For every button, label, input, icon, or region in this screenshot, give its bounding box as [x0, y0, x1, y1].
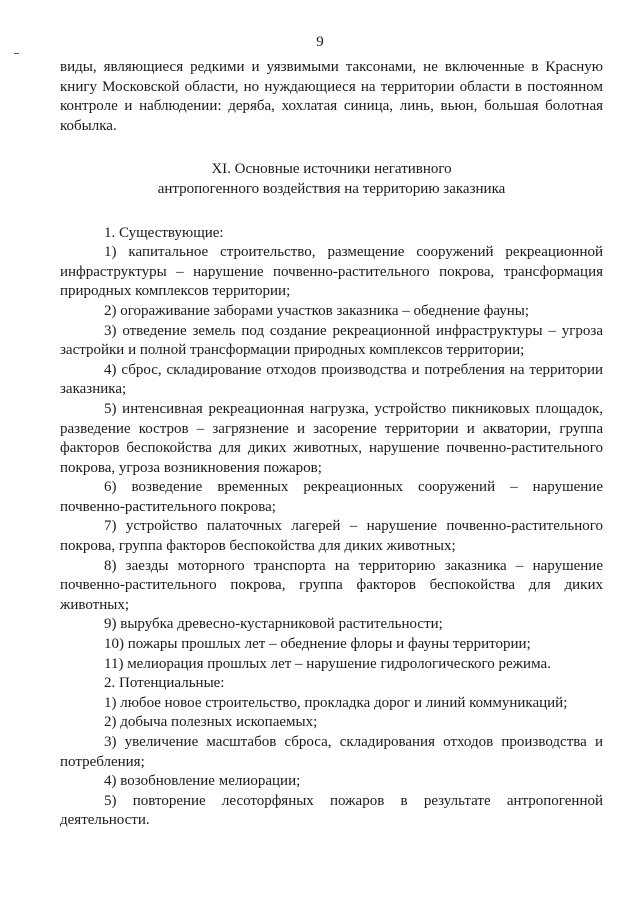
existing-item-3: 3) отведение земель под создание рекреационной инфраструктуры – угроза застройки и полной трансформации природных комплексов территории;: [60, 322, 603, 359]
existing-header: 1. Существующие:: [104, 224, 224, 241]
existing-item-11: 11) мелиорация прошлых лет – нарушение гидрологического режима.: [104, 655, 551, 672]
existing-item-6: 6) возведение временных рекреационных сооружений – нарушение почвенно-растительного покрова;: [60, 479, 603, 515]
section-title-line-1: XI. Основные источники негативного: [211, 161, 452, 178]
potential-item-1: 1) любое новое строительство, прокладка дорог и линий коммуникаций;: [104, 694, 568, 711]
existing-item-5: 5) интенсивная рекреационная нагрузка, устройство пикниковых площадок, разведение костров – загрязнение и засорение территории и акватории, группа факторов беспокойства для диких животных, нарушение почвенно-растительного покрова, угроза возникновения пожаров;: [60, 400, 603, 476]
spacer: [60, 136, 603, 160]
potential-item-3: 3) увеличение масштабов сброса, складирования отходов производства и потребления;: [60, 734, 603, 770]
potential-item-4: 4) возобновление мелиорации;: [104, 773, 301, 790]
page-number: 9: [316, 34, 324, 50]
existing-item-1: 1) капитальное строительство, размещение сооружений рекреационной инфраструктуры – нарушение почвенно-растительного покрова, трансформация природных комплексов территории;: [60, 244, 603, 300]
intro-paragraph: виды, являющиеся редкими и уязвимыми таксонами, не включенные в Красную книгу Московской области, но нуждающиеся на территории области в постоянном контроле и наблюдении: деряба, хохлатая синица, линь, вьюн, большая болотная кобылка.: [60, 59, 603, 134]
section-title-line-2: антропогенного воздействия на территорию заказника: [157, 180, 506, 197]
existing-item-8: 8) заезды моторного транспорта на территорию заказника – нарушение почвенно-растительного покрова, группа факторов беспокойства для диких животных;: [60, 557, 603, 613]
existing-item-9: 9) вырубка древесно-кустарниковой растительности;: [104, 616, 443, 633]
spacer: [60, 200, 603, 224]
existing-item-10: 10) пожары прошлых лет – обеднение флоры и фауны территории;: [104, 636, 531, 653]
existing-item-2: 2) огораживание заборами участков заказника – обеднение фауны;: [104, 302, 530, 319]
potential-item-2: 2) добыча полезных ископаемых;: [104, 714, 318, 731]
potential-item-5: 5) повторение лесоторфяных пожаров в результате антропогенной деятельности.: [60, 792, 603, 829]
existing-item-7: 7) устройство палаточных лагерей – нарушение почвенно-растительного покрова, группа факторов беспокойства для диких животных;: [60, 518, 603, 555]
potential-header: 2. Потенциальные:: [104, 675, 225, 692]
existing-item-4: 4) сброс, складирование отходов производства и потребления на территории заказника;: [60, 361, 603, 398]
document-body: [60, 58, 603, 831]
scan-mark: [14, 53, 19, 54]
